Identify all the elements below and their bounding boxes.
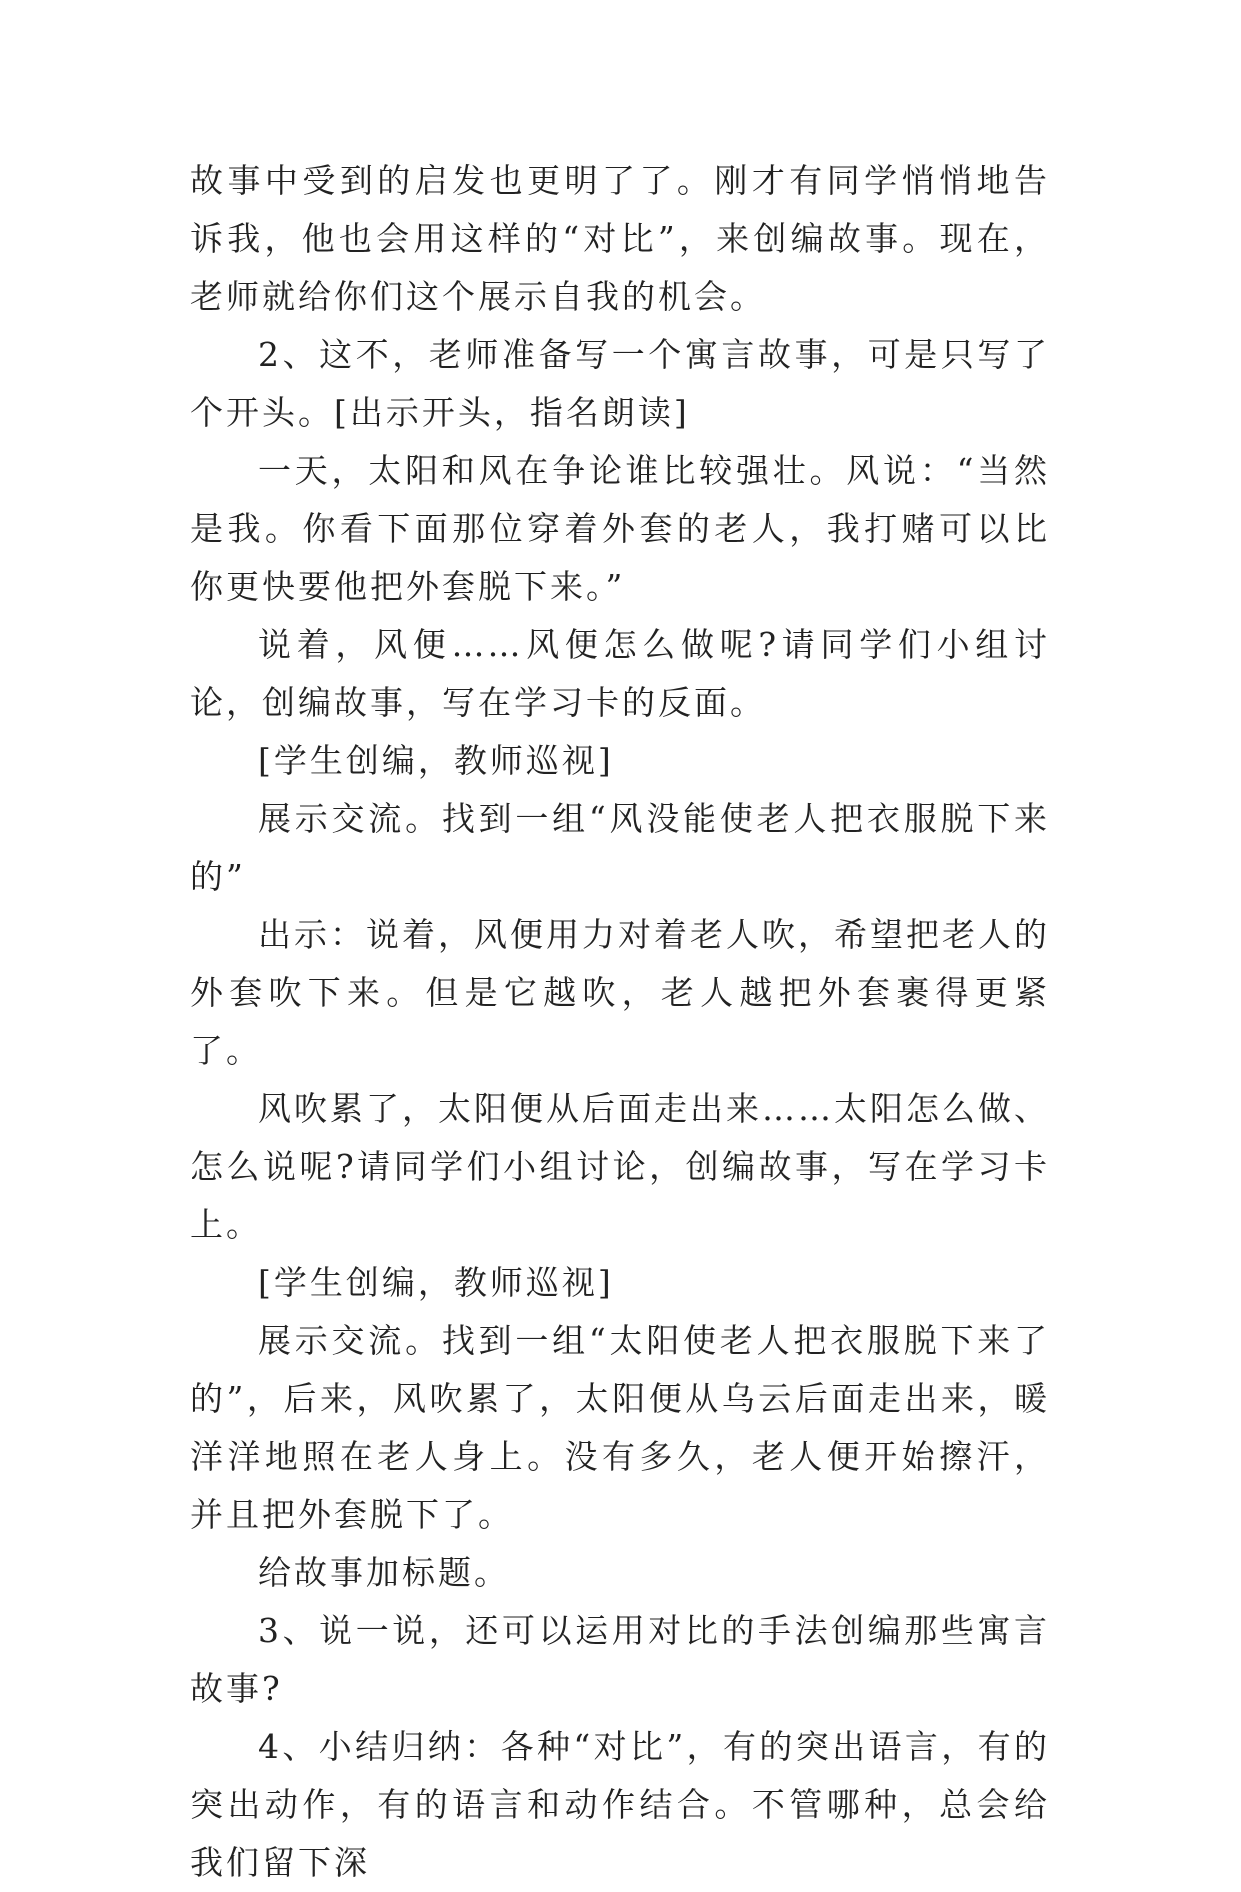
paragraph-8: 风吹累了，太阳便从后面走出来……太阳怎么做、怎么说呢?请同学们小组讨论，创编故事，写在学习卡上。 — [190, 1089, 1050, 1244]
paragraph-2: 2、这不，老师准备写一个寓言故事，可是只写了个开头。[出示开头，指名朗读] — [190, 335, 1050, 432]
paragraph-12: 3、说一说，还可以运用对比的手法创编那些寓言故事? — [190, 1611, 1050, 1708]
paragraph-4: 说着，风便……风便怎么做呢?请同学们小组讨论，创编故事，写在学习卡的反面。 — [190, 625, 1050, 722]
paragraph-11: 给故事加标题。 — [258, 1553, 510, 1592]
paragraph-6: 展示交流。找到一组“风没能使老人把衣服脱下来的” — [190, 799, 1050, 896]
paragraph-1: 故事中受到的启发也更明了了。刚才有同学悄悄地告诉我，他也会用这样的“对比”，来创编故事。现在，老师就给你们这个展示自我的机会。 — [190, 161, 1050, 316]
paragraph-7: 出示：说着，风便用力对着老人吹，希望把老人的外套吹下来。但是它越吹，老人越把外套裹得更紧了。 — [190, 915, 1050, 1070]
paragraph-3: 一天，太阳和风在争论谁比较强壮。风说：“当然是我。你看下面那位穿着外套的老人，我打赌可以比你更快要他把外套脱下来。” — [190, 451, 1050, 606]
paragraph-10: 展示交流。找到一组“太阳使老人把衣服脱下来了的”，后来，风吹累了，太阳便从乌云后面走出来，暖洋洋地照在老人身上。没有多久，老人便开始擦汗，并且把外套脱下了。 — [190, 1321, 1050, 1534]
paragraph-13: 4、小结归纳：各种“对比”，有的突出语言，有的突出动作，有的语言和动作结合。不管哪种，总会给我们留下深 — [190, 1727, 1050, 1882]
paragraph-5: [学生创编，教师巡视] — [258, 741, 614, 780]
paragraph-9: [学生创编，教师巡视] — [258, 1263, 614, 1302]
document-body — [190, 152, 1050, 1892]
